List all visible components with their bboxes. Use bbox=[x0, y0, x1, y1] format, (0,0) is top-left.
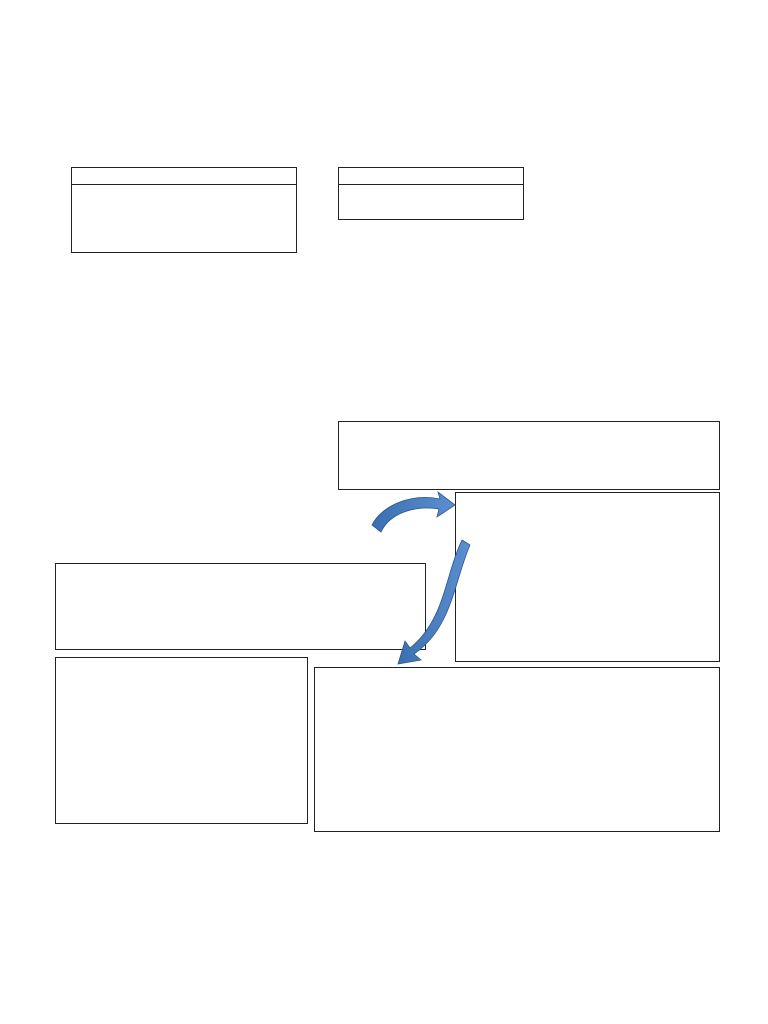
arrow-to-row-result-icon bbox=[372, 492, 455, 532]
arrow-to-column-result-icon bbox=[398, 540, 470, 664]
